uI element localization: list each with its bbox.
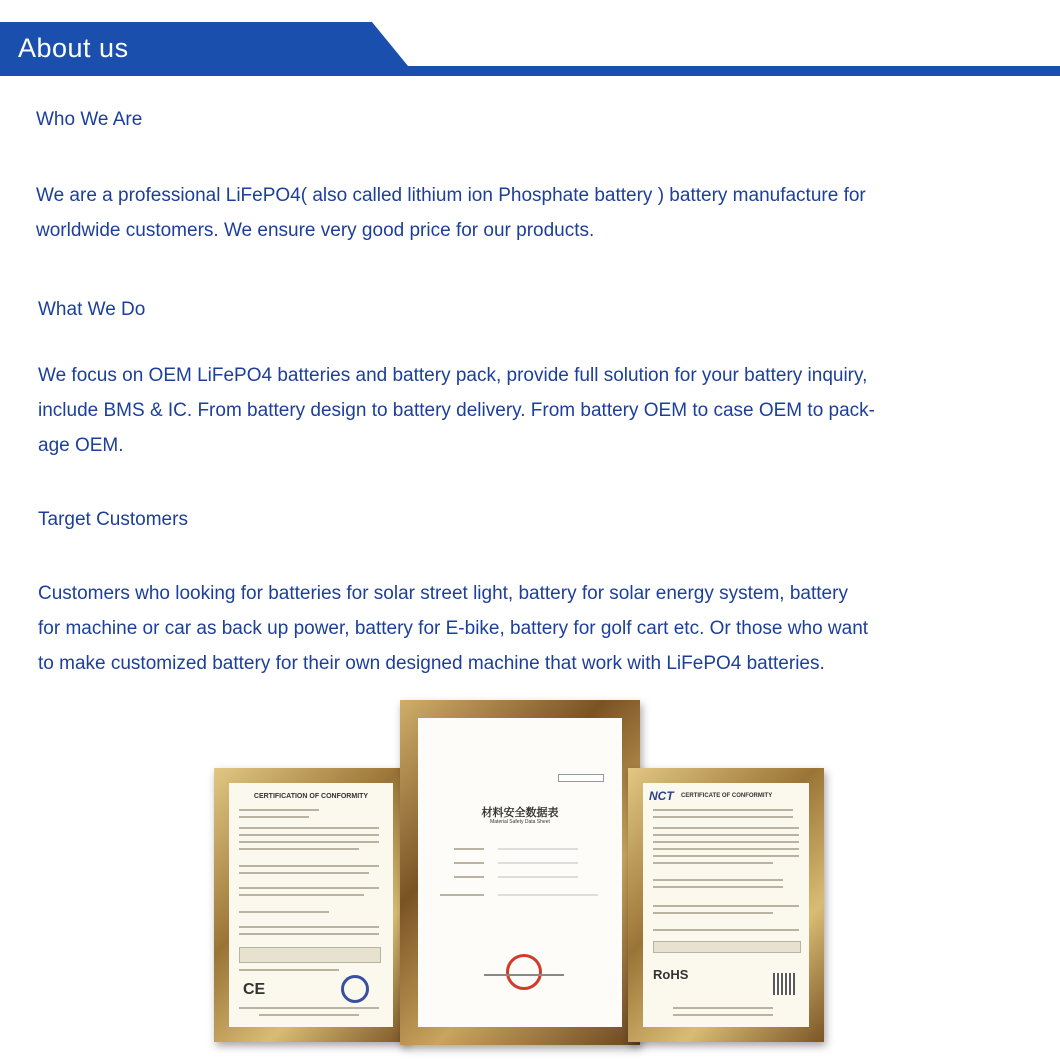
certificate-frame-left (214, 768, 408, 1042)
paragraph-line: We are a professional LiFePO4( also called lithium ion Phosphate battery ) battery manufacture for (36, 185, 866, 206)
rohs-mark: RoHS (653, 967, 689, 982)
qr-code-icon (773, 973, 795, 995)
paragraph-who-we-are (36, 178, 1016, 248)
ce-mark: CE (243, 981, 266, 998)
certificate-center-heading: 材料安全数据表 (481, 806, 559, 819)
certificate-frame-center (400, 700, 640, 1045)
header-tab-shape (0, 22, 1060, 76)
certificate-right-heading: CERTIFICATE OF CONFORMITY (681, 793, 773, 799)
nct-logo: NCT (649, 789, 674, 803)
section-title-what-we-do: What We Do (38, 299, 146, 320)
certificates-image (200, 700, 880, 1060)
certificate-frame-right (628, 768, 824, 1042)
paragraph-line: Customers who looking for batteries for solar street light, battery for solar energy system, battery (38, 583, 848, 604)
official-stamp-icon (506, 954, 542, 990)
paragraph-target-customers (38, 576, 1018, 681)
section-title-target-customers: Target Customers (38, 509, 188, 530)
page-title: About us (18, 33, 129, 63)
section-title-who-we-are: Who We Are (36, 109, 143, 130)
certificate-center-subheading: Material Safety Data Sheet (490, 819, 550, 825)
paragraph-line: worldwide customers. We ensure very good price for our products. (36, 220, 595, 241)
paragraph-what-we-do (38, 358, 1018, 463)
certificate-left-heading: CERTIFICATION OF CONFORMITY (253, 793, 369, 800)
paragraph-line: age OEM. (38, 435, 124, 456)
paragraph-line: include BMS & IC. From battery design to battery delivery. From battery OEM to case OEM to pack- (38, 400, 876, 421)
paragraph-line: We focus on OEM LiFePO4 batteries and battery pack, provide full solution for your battery inquiry, (38, 365, 868, 386)
paragraph-line: to make customized battery for their own designed machine that work with LiFePO4 batteries. (38, 653, 825, 674)
certificate-seal-icon (341, 975, 369, 1003)
paragraph-line: for machine or car as back up power, battery for E-bike, battery for golf cart etc. Or those who want (38, 618, 869, 639)
header-band (0, 0, 1060, 76)
